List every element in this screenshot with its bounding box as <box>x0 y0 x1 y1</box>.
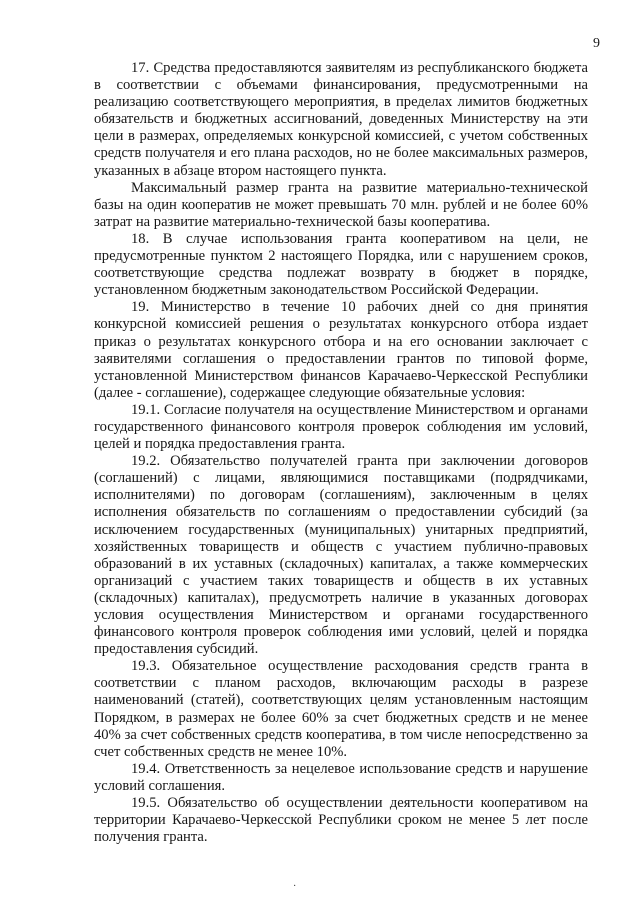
paragraph-17-max-grant: Максимальный размер гранта на развитие материально-технической базы на один кооператив не может превышать 70 млн. рублей и не более 60% затрат на развитие материально-технической базы кооператива. <box>94 179 588 230</box>
paragraph-17: 17. Средства предоставляются заявителям из республиканского бюджета в соответствии с объемами финансирования, предусмотренными на реализацию соответствующего мероприятия, в пределах лимитов бюджетных обязательств и бюджетных ассигнований, доведенных Министерству на эти цели в размерах, определяемых конкурсной комиссией, с учетом собственных средств получателя и его плана расходов, но не более максимальных размеров, указанных в абзаце втором настоящего пункта. <box>94 60 588 179</box>
paragraph-19: 19. Министерство в течение 10 рабочих дней со дня принятия конкурсной комиссией решения о результатах конкурсного отбора издает приказ о результатах конкурсного отбора и на его основании заключает с заявителями соглашения о предоставлении грантов по типовой форме, установленной Министерством финансов Карачаево-Черкесской Республики (далее - соглашение), содержащее следующие обязательные условия: <box>94 299 588 401</box>
paragraph-19-5: 19.5. Обязательство об осуществлении деятельности кооперативом на территории Карачаево-Черкесской Республики сроком не менее 5 лет после получения гранта. <box>94 795 588 846</box>
paragraph-19-3: 19.3. Обязательное осуществление расходования средств гранта в соответствии с планом расходов, включающим расходы в разрезе наименований (статей), соответствующих целям установленным настоящим Порядком, в размерах не более 60% за счет бюджетных средств и не менее 40% за счет собственных средств кооператива, в том числе непосредственно за счет собственных средств не менее 10%. <box>94 658 588 760</box>
footer-dot-mark: · <box>293 881 297 892</box>
paragraph-18: 18. В случае использования гранта кооперативом на цели, не предусмотренные пунктом 2 настоящего Порядка, или с нарушением сроков, соответствующие средства подлежат возврату в бюджет в порядке, установленном бюджетным законодательством Российской Федерации. <box>94 230 588 299</box>
paragraph-19-1: 19.1. Согласие получателя на осуществление Министерством и органами государственного финансового контроля проверок соблюдения им условий, целей и порядка предоставления гранта. <box>94 401 588 453</box>
document-body <box>94 60 588 846</box>
paragraph-19-2: 19.2. Обязательство получателей гранта при заключении договоров (соглашений) с лицами, являющимися поставщиками (подрядчиками, исполнителями) по договорам (соглашениям), заключенным в целях исполнения обязательств по соглашениям о предоставлении субсидий (за исключением государственных (муниципальных) унитарных предприятий, хозяйственных товариществ и обществ с участием публично-правовых образований в их уставных (складочных) капиталах, а также коммерческих организаций с участием таких товариществ и обществ в их уставных (складочных) капиталах), предусмотреть наличие в указанных договорах условия осуществления Министерством и органами государственного финансового контроля проверок соблюдения ими условий, целей и порядка предоставления субсидий. <box>94 453 588 658</box>
paragraph-19-4: 19.4. Ответственность за нецелевое использование средств и нарушение условий соглашения. <box>94 760 588 794</box>
page-number: 9 <box>593 36 600 51</box>
